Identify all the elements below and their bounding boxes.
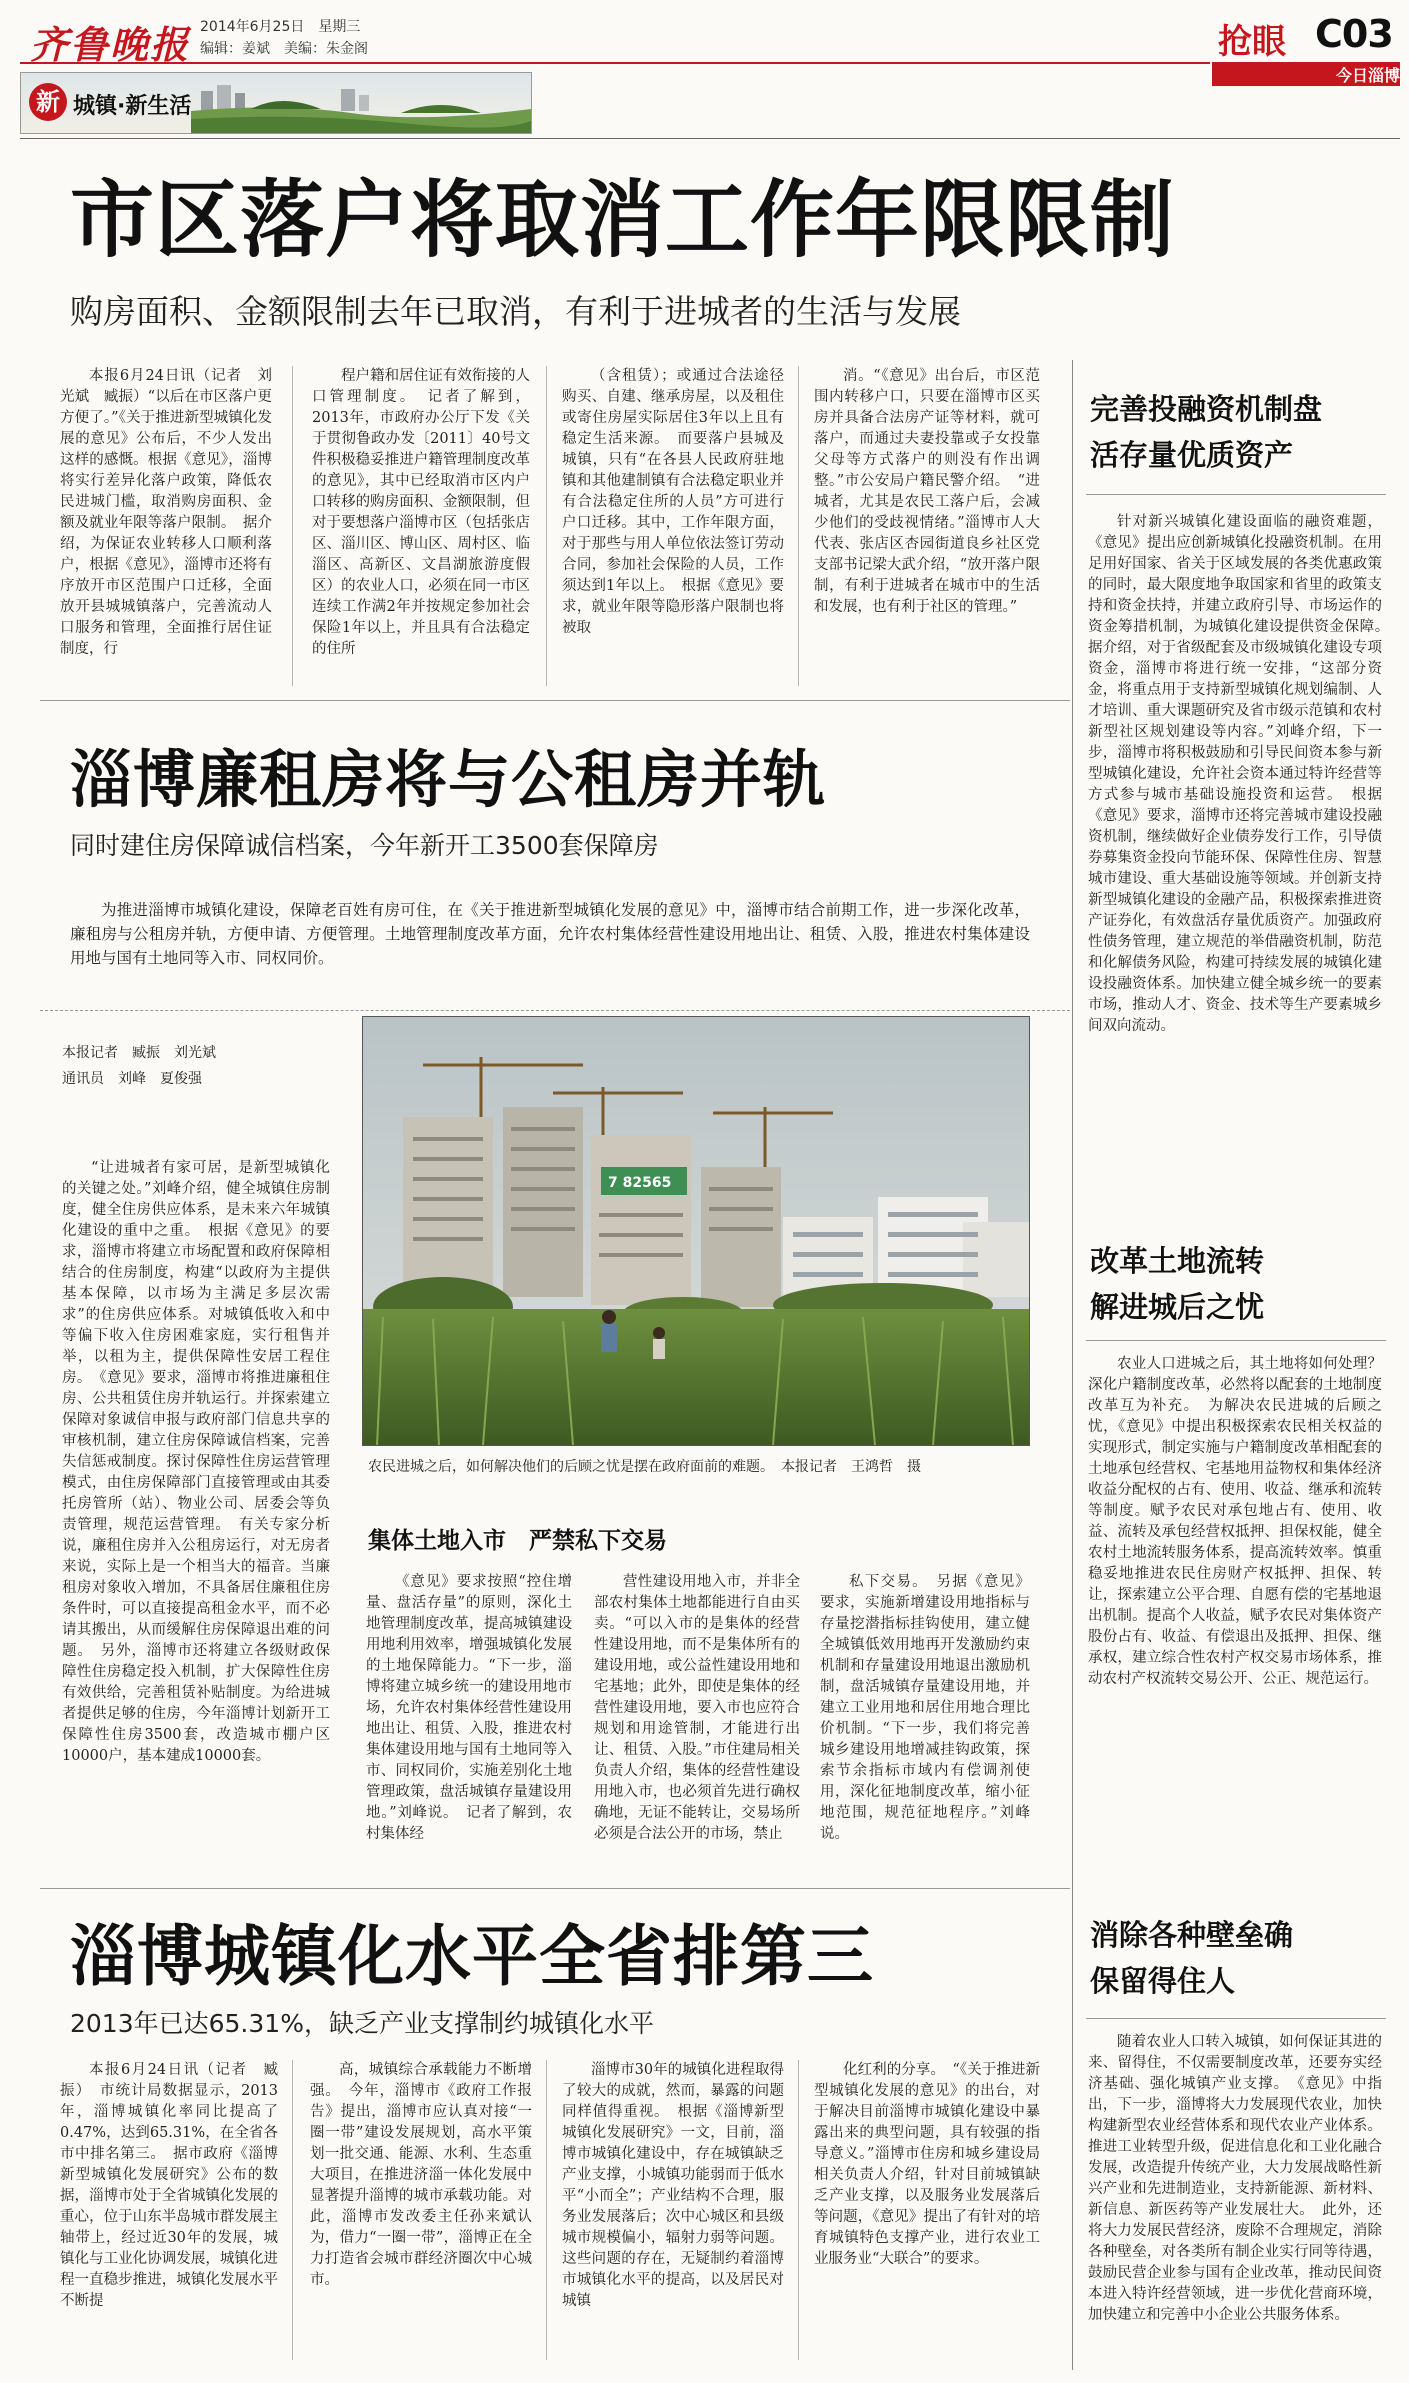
- story1-col4: 消。“《意见》出台后，市区范围内转移户口，只要在淄博市区买房并具备合法房产证等材料，就可落户，而通过夫妻投靠或子女投靠父母等方式落户的则没有作出调整。”市公安局户籍民警介绍。 “进城者，尤其是农民工落户后，会减少他们的受歧视情绪。”淄博市人大代表、张店区杏园街道良乡社区党支部书记梁大武介绍，“放开落户限制，有利于进城者在城市中的生活和发展，也有利于社区的管理。”: [814, 368, 1040, 615]
- story2-subhead2: 集体土地入市 严禁私下交易: [368, 1528, 667, 1554]
- story2-col1: “让进城者有家可居，是新型城镇化的关键之处。”刘峰介绍，健全城镇住房制度，健全住房供应体系，是未来六年城镇化建设的重中之重。 根据《意见》的要求，淄博市将建立市场配置和政府保障相结合的住房制度，构建“以政府为主提供基本保障，以市场为主满足多层次需求”的住房供应体系。对城镇低收入和中等偏下收入住房困难家庭，实行租售并举，以租为主，提供保障性安居工程住房。 《意见》要求，淄博市将推进廉租住房、公共租赁住房并轨运行。并探索建立保障对象诚信申报与政府部门信息共享的审核机制，建立住房保障诚信档案，完善失信惩戒制度。探讨保障性住房运营管理模式，由住房保障部门直接管理或由其委托房管所（站）、物业公司、居委会等负责管理，规范运营管理。 有关专家分析说，廉租住房并入公租房运行，对无房者来说，实际上是一个相当大的福音。当廉租房对象收入增加，不具备居住廉租住房条件时，可以直接提高租金水平，而不必请其搬出，从而缓解住房保障退出难的问题。 另外，淄博市还将建立各级财政保障性住房稳定投入机制，扩大保障性住房有效供给，完善租赁补贴制度。为给进城者提供足够的住房，今年淄博计划新开工保障性住房3500套，改造城市棚户区10000户，基本建成10000套。: [62, 1160, 330, 1764]
- edition-label: 今日淄博: [1335, 66, 1400, 85]
- story1-headline: 市区落户将取消工作年限限制: [70, 171, 1176, 269]
- story2-sub2-col3: 私下交易。 另据《意见》要求，实施新增建设用地指标与存量挖潜指标挂钩使用，建立健全城镇低效用地再开发激励约束机制和存量建设用地退出激励机制，盘活城镇存量建设用地，并建立工业用地和居住用地合理比价机制。“下一步，我们将完善城乡建设用地增减挂钩政策，探索节余指标市域内有偿调剂使用，深化征地制度改革，缩小征地范围，规范征地程序。”刘峰说。: [820, 1574, 1030, 1842]
- column-separator: [292, 2060, 293, 2360]
- column-separator: [798, 366, 799, 686]
- story3-col2: 高，城镇综合承载能力不断增强。 今年，淄博市《政府工作报告》提出，淄博市应认真对接“一圈一带”建设发展规划，高水平策划一批交通、能源、水利、生态重大项目，在推进济淄一体化发展中显著提升淄博的城市承载功能。对此，淄博市发改委主任孙来斌认为，借力“一圈一带”，淄博正在全力打造省会城市群经济圈次中心城市。: [310, 2062, 532, 2288]
- story2-subheadline: 同时建住房保障诚信档案，今年新开工3500套保障房: [70, 831, 659, 860]
- masthead-rule: [20, 62, 1210, 64]
- story1-col3: （含租赁）；或通过合法途径购买、自建、继承房屋，以及租住或寄住房屋实际居住3年以上且有稳定生活来源。 而要落户县城及城镇，只有“在各县人民政府驻地镇和其他建制镇有合法稳定职业并有合法稳定住所的人员”方可进行户口迁移。其中，工作年限方面，对于那些与用人单位依法签订劳动合同，参加社会保险的人员，工作须达到1年以上。 根据《意见》要求，就业年限等隐形落户限制也将被取: [562, 368, 784, 636]
- sidebar1-title-rule: [1086, 494, 1386, 495]
- column-separator: [292, 366, 293, 686]
- story3-subheadline: 2013年已达65.31%，缺乏产业支撑制约城镇化水平: [70, 2009, 654, 2038]
- sidebar-divider: [1072, 360, 1073, 2370]
- column-separator: [798, 2060, 799, 2360]
- story2-bottom-rule: [40, 1888, 1070, 1889]
- story1-subheadline: 购房面积、金额限制去年已取消，有利于进城者的生活与发展: [70, 292, 961, 331]
- sidebar3-title-rule: [1086, 2018, 1386, 2019]
- section-name: 抢眼: [1218, 22, 1286, 62]
- sidebar2-title-rule: [1086, 1340, 1386, 1341]
- masthead: [0, 0, 1409, 140]
- column-name: 城镇·新生活: [73, 94, 192, 119]
- story2-lead: 为推进淄博市城镇化建设，保障老百姓有房可住，在《关于推进新型城镇化发展的意见》中，淄博市结合前期工作，进一步深化改革，廉租房与公租房并轨，方便申请、方便管理。土地管理制度改革方面，允许农村集体经营性建设用地出让、租赁、入股，推进农村集体建设用地与国有土地同等入市、同权同价。: [70, 901, 1030, 967]
- column-separator: [546, 366, 547, 686]
- sidebar3-title: 消除各种壁垒确保留得住人: [1090, 1918, 1294, 1998]
- masthead-bottom-rule: [20, 138, 1400, 139]
- column-separator: [546, 2060, 547, 2360]
- column-badge: 新: [29, 83, 67, 121]
- story3-headline: 淄博城镇化水平全省排第三: [70, 1918, 874, 1995]
- byline-correspondents: 通讯员 刘峰 夏俊强: [62, 1071, 202, 1087]
- byline-reporters: 本报记者 臧振 刘光斌: [62, 1045, 216, 1061]
- story1-bottom-rule: [40, 700, 1070, 701]
- column-banner: [20, 72, 532, 134]
- story3-col4: 化红利的分享。 “《关于推进新型城镇化发展的意见》的出台，对于解决目前淄博市城镇化建设中暴露出来的典型问题，具有较强的指导意义。”淄博市住房和城乡建设局相关负责人介绍，针对目前城镇缺乏产业支撑，以及服务业发展落后等问题，《意见》提出了有针对的培育城镇特色支撑产业，进行农业工业服务业“大联合”的要求。: [814, 2062, 1040, 2267]
- sidebar1-body: 针对新兴城镇化建设面临的融资难题，《意见》提出应创新城镇化投融资机制。在用足用好国家、省关于区域发展的各类优惠政策的同时，最大限度地争取国家和省里的政策支持和资金扶持，并建立政府引导、市场运作的资金筹措机制，为城镇化建设提供资金保障。 据介绍，对于省级配套及市级城镇化建设专项资金，淄博市将进行统一安排，“这部分资金，将重点用于支持新型城镇化规划编制、人才培训、重大课题研究及省市级示范镇和农村新型社区规划建设等内容。”刘峰介绍，下一步，淄博市将积极鼓励和引导民间资本参与新型城镇化建设，允许社会资本通过特许经营等方式参与城市基础设施投资和运营。 根据《意见》要求，淄博市还将完善城市建设投融资机制，继续做好企业债券发行工作，引导债券募集资金投向节能环保、保障性住房、智慧城市建设、重大基础设施等领域。并创新支持新型城镇化建设的金融产品，积极探索推进资产证券化，有效盘活存量优质资产。加强政府性债务管理，建立规范的举借融资机制，防范和化解债务风险，构建可持续发展的城镇化建设投融资体系。加快建立健全城乡统一的要素市场，推动人才、资金、技术等生产要素城乡间双向流动。: [1088, 514, 1397, 1034]
- photo-caption: 农民进城之后，如何解决他们的后顾之忧是摆在政府面前的难题。 本报记者 王鸿哲 摄: [368, 1459, 921, 1475]
- story3-col3: 淄博市30年的城镇化进程取得了较大的成就，然而，暴露的问题同样值得重视。 根据《淄博新型城镇化发展研究》一文，目前，淄博市城镇化建设中，存在城镇缺乏产业支撑，小城镇功能弱而于低水平“小而全”；产业结构不合理，服务业发展落后；次中心城区和县级城市规模偏小，辐射力弱等问题。这些问题的存在，无疑制约着淄博市城镇化水平的提高，以及居民对城镇: [562, 2062, 784, 2309]
- billboard-phone-number: 7 82565: [608, 1175, 672, 1191]
- photo-construction-cornfield: [363, 1017, 1029, 1445]
- paper-logo: 齐鲁晚报: [30, 22, 191, 67]
- sidebar2-title: 改革土地流转解进城后之忧: [1090, 1244, 1265, 1324]
- issue-date: 2014年6月25日 星期三: [200, 19, 361, 35]
- sidebar3-body: 随着农业人口转入城镇，如何保证其进的来、留得住，不仅需要制度改革，还要夯实经济基础、强化城镇产业支撑。 《意见》中指出，下一步，淄博将大力发展现代农业，加快构建新型农业经营体系和现代农业产业体系。推进工业转型升级，促进信息化和工业化融合发展，改造提升传统产业，大力发展战略性新兴产业和先进制造业，支持新能源、新材料、新信息、新医药等产业发展壮大。 此外，还将大力发展民营经济，废除不合理规定，消除各种壁垒，对各类所有制企业实行同等待遇，鼓励民营企业参与国有企业改革，推动民间资本进入特许经营领域，进一步优化营商环境，加快建立和完善中小企业公共服务体系。: [1088, 2034, 1382, 2323]
- story2-sub2-col1: 《意见》要求按照“控住增量、盘活存量”的原则，深化土地管理制度改革，提高城镇建设用地利用效率，增强城镇化发展的土地保障能力。“下一步，淄博将建立城乡统一的建设用地市场，允许农村集体经营性建设用地出让、租赁、入股，推进农村集体建设用地与国有土地同等入市、同权同价，实施差别化土地管理政策，盘活城镇存量建设用地。”刘峰说。 记者了解到，农村集体经: [366, 1574, 572, 1842]
- story1-col2: 程户籍和居住证有效衔接的人口管理制度。 记者了解到，2013年，市政府办公厅下发《关于贯彻鲁政办发〔2011〕40号文件积极稳妥推进户籍管理制度改革的意见》，其中已经取消市区内户口转移的购房面积、金额限制，但对于要想落户淄博市区（包括张店区、淄川区、博山区、周村区、临淄区、高新区、文昌湖旅游度假区）的农业人口，必须在同一市区连续工作满2年并按规定参加社会保险1年以上，并且具有合法稳定的住所: [312, 368, 530, 657]
- sidebar1-title: 完善投融资机制盘活存量优质资产: [1090, 392, 1323, 472]
- story2-headline: 淄博廉租房将与公租房并轨: [70, 743, 827, 816]
- news-photo: [362, 1016, 1030, 1446]
- page-number: C03: [1315, 12, 1393, 56]
- story1-col1: 本报6月24日讯（记者 刘光斌 臧振）“以后在市区落户更方便了。”《关于推进新型城镇化发展的意见》公布后，不少人发出这样的感慨。根据《意见》，淄博将实行差异化落户政策，降低农民进城门槛，取消购房面积、金额及就业年限等落户限制。 据介绍，为保证农业转移人口顺利落户，根据《意见》，淄博市还将有序放开市区范围户口迁移，全面放开县城城镇落户，完善流动人口服务和管理，全面推行居住证制度，行: [60, 368, 272, 657]
- editors-line: 编辑：姜斌 美编：朱金阁: [200, 41, 368, 57]
- story2-sub2-col2: 营性建设用地入市，并非全部农村集体土地都能进行自由买卖。“可以入市的是集体的经营性建设用地，而不是集体所有的建设用地，或公益性建设用地和宅基地；此外，即使是集体的经营性建设用地，要入市也应符合规划和用途管制，才能进行出让、租赁、入股。”市住建局相关负责人介绍，集体的经营性建设用地入市，也必须首先进行确权确地，无证不能转让，交易场所必须是合法公开的市场，禁止: [594, 1574, 800, 1842]
- story3-col1: 本报6月24日讯（记者 臧振） 市统计局数据显示，2013年，淄博城镇化率同比提高了0.47%，达到65.31%，在全省各市中排名第三。 据市政府《淄博新型城镇化发展研究》公布的数据，淄博市处于全省城镇化发展的重心，位于山东半岛城市群发展主轴带上，经过近30年的发展，城镇化与工业化协调发展，城镇化进程一直稳步推进，城镇化发展水平不断提: [60, 2062, 278, 2309]
- story2-lead-rule: [40, 1010, 1070, 1011]
- story2-byline: [62, 1040, 302, 1092]
- sidebar2-body: 农业人口进城之后，其土地将如何处理？深化户籍制度改革，必然将以配套的土地制度改革互为补充。 为解决农民进城的后顾之忧，《意见》中提出积极探索农民相关权益的实现形式，制定实施与户籍制度改革相配套的土地承包经营权、宅基地用益物权和集体经济收益分配权的占有、使用、收益、继承和流转等制度。赋予农民对承包地占有、使用、收益、流转及承包经营权抵押、担保权能，健全农村土地流转服务体系，提高流转效率。慎重稳妥地推进农民住房财产权抵押、担保、转让，探索建立公平合理、自愿有偿的宅基地退出机制。提高个人收益，赋予农民对集体资产股份占有、收益、有偿退出及抵押、担保、继承权，建立综合性农村产权交易市场体系，推动农村产权流转交易公开、公正、规范运行。: [1088, 1356, 1382, 1687]
